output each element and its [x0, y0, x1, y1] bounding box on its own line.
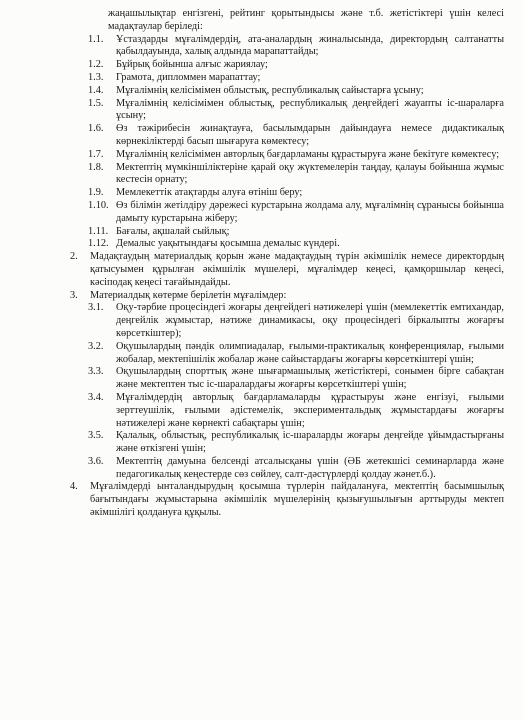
item-number: 1.10.	[88, 199, 109, 211]
list-item	[84, 302, 504, 340]
section-3-heading	[70, 290, 504, 303]
item-text: Мұғалімнің келісімімен облыстық, республикалық сайыстарға ұсыну;	[116, 84, 424, 96]
list-item	[84, 149, 504, 162]
list-item	[84, 85, 504, 98]
intro-paragraph: жаңашылықтар енгізгені, рейтинг қорытындысы және т.б. жетістіктері үшін келесі мадақтаулар беріледі:	[108, 8, 504, 32]
item-number: 1.1.	[88, 33, 104, 45]
section-text: Мадақтаудың материалдық қорын және мадақтаудың түрін әкімшілік немесе директордың қатысуымен құрылған әкімшілік мүшелері, мұғалімдер кеңесі, қамқоршылар кеңесі, кәсіподақ кеңесі тағайындайды.	[90, 251, 504, 288]
section-text: Мұғалімдерді ынталандырудың қосымша түрлерін пайдалануға, мектептің басымшылық бағытындағы жұмыстарына әкімшілік мүшелерінің қызығушылығын арттыруды мектеп әкімшілігі қолдануға құқылы.	[90, 481, 504, 519]
item-text: Мұғалімнің келісімімен авторлық бағдарламаны құрастыруға және бекітуге көмектесу;	[116, 148, 500, 160]
item-text: Өз тәжірибесін жинақтауға, басылымдарын дайындауға немесе дидактикалық көрнекіліктерді басып шығаруға көмектесу;	[116, 123, 504, 147]
section-3-list	[84, 302, 504, 481]
item-text: Ұстаздарды мұғалімдердің, ата-аналардың жиналысында, директордың салтанатты қабылдауында, халық алдында марапаттайды;	[116, 33, 504, 58]
item-number: 3.2.	[88, 340, 104, 352]
item-number: 1.11.	[88, 225, 109, 237]
item-number: 1.4.	[88, 84, 104, 96]
item-number: 1.12.	[88, 238, 109, 250]
item-number: 1.8.	[88, 161, 104, 173]
item-text: Оқу-тәрбие процесіндегі жоғары деңгейдегі нәтижелері үшін (мемлекеттік емтихандар, деңгейлік жұмыстар, нәтиже динамикасы, оқу процесіндегі біркалыпты жоғарғы көрсеткіштер);	[116, 302, 504, 339]
item-text: Мұғалімдердің авторлық бағдарламаларды құрастыруы және енгізуі, ғылыми зерттеушілік, ғылыми әдістемелік, экспериментальдық жұмыстардағы жоғарғы нәтижелері және көрнекті сабақтары үшін;	[116, 391, 504, 429]
item-number: 3.3.	[88, 366, 104, 378]
item-number: 3.4.	[88, 391, 104, 403]
list-item	[84, 200, 504, 226]
item-text: Қалалық, облыстық, республикалық іс-шараларды жоғары деңгейде ұйымдастырғаны және өткізгені үшін;	[116, 430, 504, 455]
item-number: 3.1.	[88, 302, 104, 314]
item-text: Бағалы, ақшалай сыйлық;	[116, 225, 230, 237]
list-item	[84, 123, 504, 149]
section-number: 3.	[70, 289, 78, 301]
list-item	[84, 366, 504, 392]
item-number: 1.5.	[88, 97, 104, 109]
item-text: Демалыс уақытындағы қосымша демалыс күндері.	[116, 238, 340, 250]
section-1-list	[84, 34, 504, 252]
document-body	[70, 8, 504, 520]
item-text: Мектептің мүмкіншіліктеріне қарай оқу жүктемелерін таңдау, қалауы бойынша жұмыс кестесін орнату;	[116, 161, 504, 186]
item-text: Мемлекеттік атақтарды алуға өтініш беру;	[116, 187, 303, 199]
list-item	[84, 187, 504, 200]
item-text: Грамота, дипломмен марапаттау;	[116, 71, 261, 83]
section-2-paragraph	[70, 251, 504, 289]
item-text: Оқушылардың пәндік олимпиадалар, ғылыми-практикалық конференциялар, ғылыми жобалар, мектепішілік жобалар және сайыстардағы жоғарғы көрсеткіштері үшін;	[116, 340, 504, 365]
list-item	[84, 392, 504, 430]
item-number: 1.2.	[88, 59, 104, 71]
item-text: Мектептің дамуына белсенді атсалысқаны үшін (ӘБ жетекшісі семинарларда және педагогикалық кеңестерде сөз сөйлеу, салт-дәстүрлерді қолдау жәнет.б.).	[116, 455, 504, 480]
list-item	[84, 98, 504, 124]
item-number: 1.7.	[88, 148, 104, 160]
item-number: 1.9.	[88, 187, 104, 199]
item-text: Өз білімін жетілдіру дәрежесі курстарына жолдама алу, мұғалімнің сұранысы бойынша дамыту курстарына жіберу;	[116, 199, 504, 224]
item-text: Мұғалімнің келісімімен облыстық, республикалық деңгейдегі жауапты іс-шараларға ұсыну;	[116, 97, 504, 122]
item-number: 3.6.	[88, 455, 104, 467]
section-4-paragraph	[70, 481, 504, 519]
list-item	[84, 72, 504, 85]
list-item	[84, 238, 504, 251]
list-item	[84, 162, 504, 188]
list-item	[84, 430, 504, 456]
item-number: 1.6.	[88, 123, 104, 135]
item-number: 3.5.	[88, 430, 104, 442]
item-text: Бұйрық бойынша алғыс жариялау;	[116, 59, 268, 71]
section-text: Материалдық көтерме берілетін мұғалімдер:	[90, 289, 287, 301]
section-number: 2.	[70, 251, 78, 263]
section-number: 4.	[70, 481, 78, 493]
item-text: Оқушылардың спорттық және шығармашылық жетістіктері, сонымен бірге сабақтан және мектептен тыс іс-шаралардағы жоғарғы көрсеткіштері үшін;	[116, 366, 504, 391]
list-item	[84, 59, 504, 72]
item-number: 1.3.	[88, 71, 104, 83]
list-item	[84, 341, 504, 367]
list-item	[84, 456, 504, 482]
list-item	[84, 34, 504, 60]
list-item	[84, 226, 504, 239]
